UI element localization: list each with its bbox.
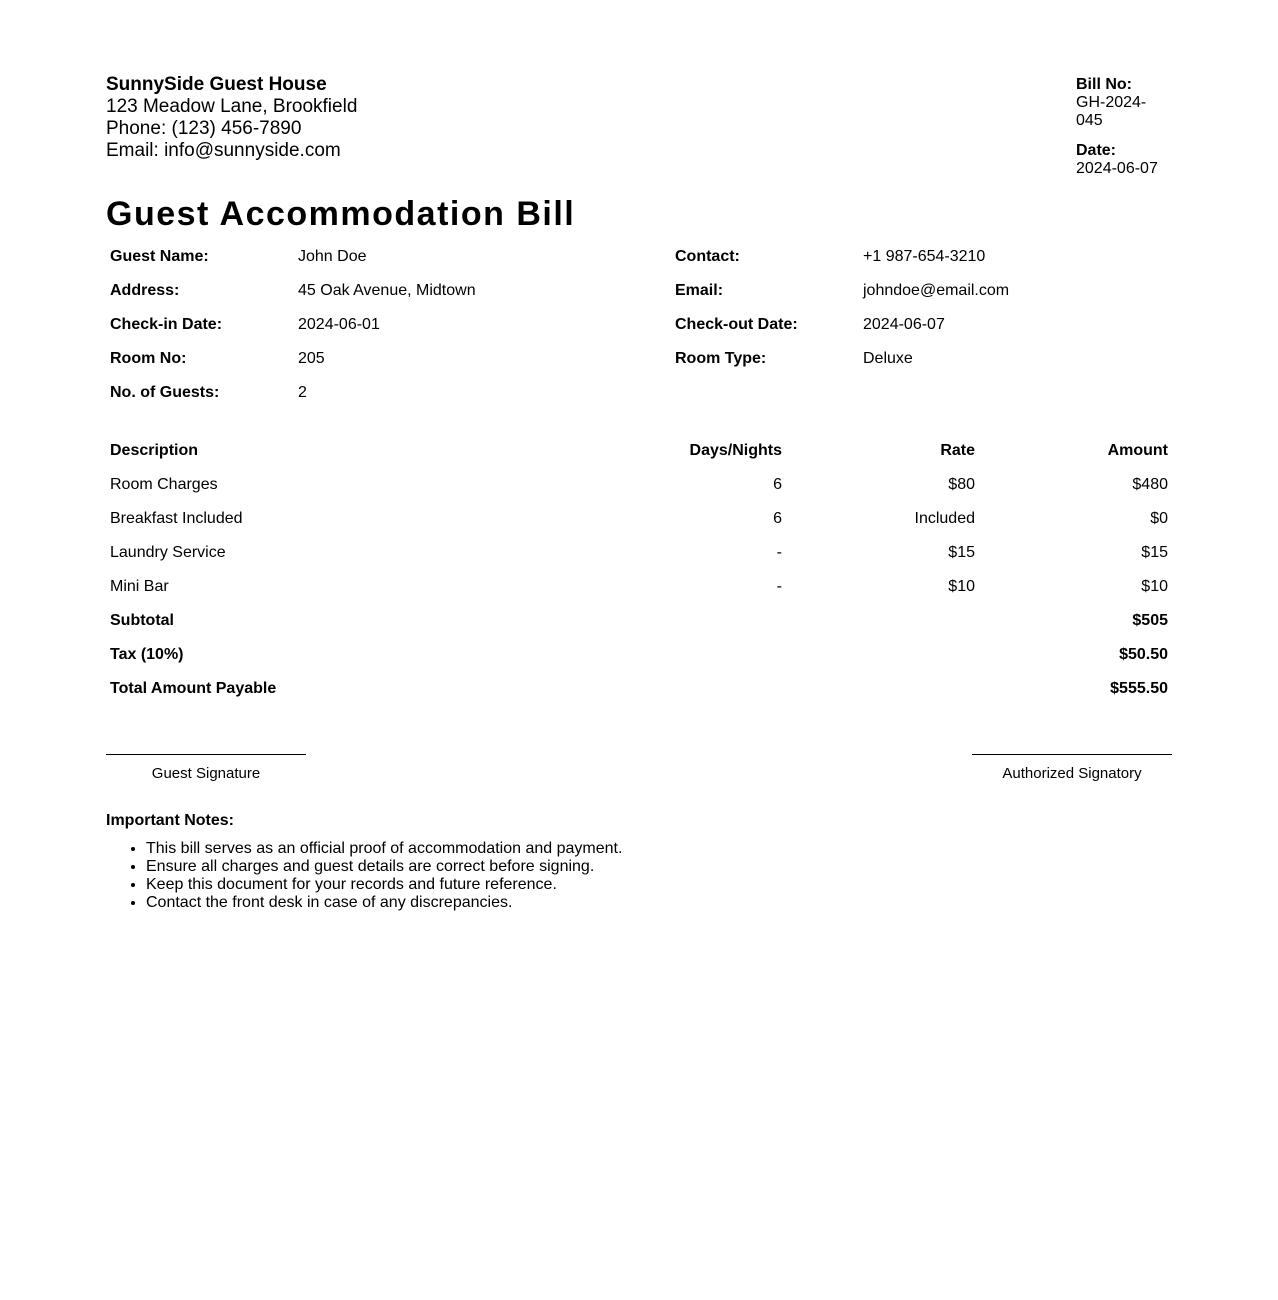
row-days: 6 [773, 476, 782, 493]
header-rate: Rate [940, 442, 975, 459]
notes-list [106, 840, 622, 912]
room-type-label: Room Type: [675, 350, 767, 367]
list-item: • Ensure all charges and guest details are correct before signing. [146, 858, 622, 876]
authorized-signature-label: Authorized Signatory [1002, 765, 1142, 782]
tax-amount: $50.50 [1119, 646, 1168, 663]
subtotal-row [110, 610, 1168, 644]
header-amount: Amount [1107, 442, 1168, 459]
row-description: Breakfast Included [110, 510, 243, 527]
bill-sheet [106, 74, 1172, 911]
row-days: 6 [773, 510, 782, 527]
email-label: Email: [675, 282, 724, 299]
row-days: - [776, 544, 782, 561]
guest-count-value: 2 [298, 384, 307, 401]
contact-value: +1 987-654-3210 [863, 248, 986, 265]
row-description: Room Charges [110, 476, 218, 493]
meta-spacer [1076, 130, 1172, 142]
row-amount: $10 [1141, 578, 1168, 595]
list-item: • Keep this document for your records and future reference. [146, 876, 622, 894]
table-row [110, 474, 1168, 508]
total-label: Total Amount Payable [110, 680, 277, 697]
guest-signature-block [106, 754, 306, 782]
check-in-label: Check-in Date: [110, 316, 223, 333]
business-phone: Phone: (123) 456-7890 [106, 118, 302, 139]
list-item: • Contact the front desk in case of any discrepancies. [146, 894, 622, 912]
row-rate: $10 [948, 578, 975, 595]
list-item: • This bill serves as an official proof of accommodation and payment. [146, 840, 622, 858]
room-no-value: 205 [298, 350, 325, 367]
info-row [110, 348, 1172, 382]
check-out-value: 2024-06-07 [863, 316, 945, 333]
info-row [110, 314, 1172, 348]
row-description: Laundry Service [110, 544, 226, 561]
table-row [110, 542, 1168, 576]
authorized-signature-line [972, 754, 1172, 755]
row-amount: $0 [1150, 510, 1168, 527]
row-rate: $15 [948, 544, 975, 561]
charges-table [110, 440, 1168, 712]
guest-name-label: Guest Name: [110, 248, 209, 265]
tax-label: Tax (10%) [110, 646, 184, 663]
bill-header [106, 74, 1172, 177]
room-type-value: Deluxe [863, 350, 913, 367]
email-value: johndoe@email.com [863, 282, 1010, 299]
guest-name-value: John Doe [298, 248, 367, 265]
info-row [110, 246, 1172, 280]
page-title: Guest Accommodation Bill [106, 195, 576, 233]
address-label: Address: [110, 282, 180, 299]
check-in-value: 2024-06-01 [298, 316, 380, 333]
subtotal-amount: $505 [1132, 612, 1168, 629]
header-description: Description [110, 442, 199, 459]
tax-row [110, 644, 1168, 678]
business-name: SunnySide Guest House [106, 74, 327, 95]
guest-signature-line [106, 754, 306, 755]
business-email: Email: info@sunnyside.com [106, 140, 341, 161]
room-no-label: Room No: [110, 350, 187, 367]
bill-date-value: 2024-06-07 [1076, 160, 1158, 177]
subtotal-label: Subtotal [110, 612, 174, 629]
header-days: Days/Nights [689, 442, 782, 459]
important-notes [106, 810, 622, 912]
row-rate: $80 [948, 476, 975, 493]
row-rate: Included [914, 510, 975, 527]
bill-no-value: GH-2024-045 [1076, 94, 1147, 129]
guest-info-grid [110, 246, 1172, 416]
row-days: - [776, 578, 782, 595]
guest-count-label: No. of Guests: [110, 384, 220, 401]
table-row [110, 576, 1168, 610]
info-row [110, 382, 1172, 416]
bill-date-label: Date: [1076, 142, 1117, 159]
bill-no-label: Bill No: [1076, 76, 1132, 93]
address-value: 45 Oak Avenue, Midtown [298, 282, 476, 299]
notes-title: Important Notes: [106, 812, 234, 829]
table-header-row [110, 440, 1168, 474]
business-info [106, 74, 357, 162]
info-row [110, 280, 1172, 314]
row-amount: $480 [1132, 476, 1168, 493]
row-amount: $15 [1141, 544, 1168, 561]
contact-label: Contact: [675, 248, 740, 265]
row-description: Mini Bar [110, 578, 169, 595]
guest-signature-label: Guest Signature [151, 765, 261, 782]
bill-meta [1076, 76, 1172, 178]
table-row [110, 508, 1168, 542]
total-amount: $555.50 [1110, 680, 1168, 697]
authorized-signature-block [972, 754, 1172, 782]
check-out-label: Check-out Date: [675, 316, 798, 333]
total-row [110, 678, 1168, 712]
business-address: 123 Meadow Lane, Brookfield [106, 96, 358, 117]
